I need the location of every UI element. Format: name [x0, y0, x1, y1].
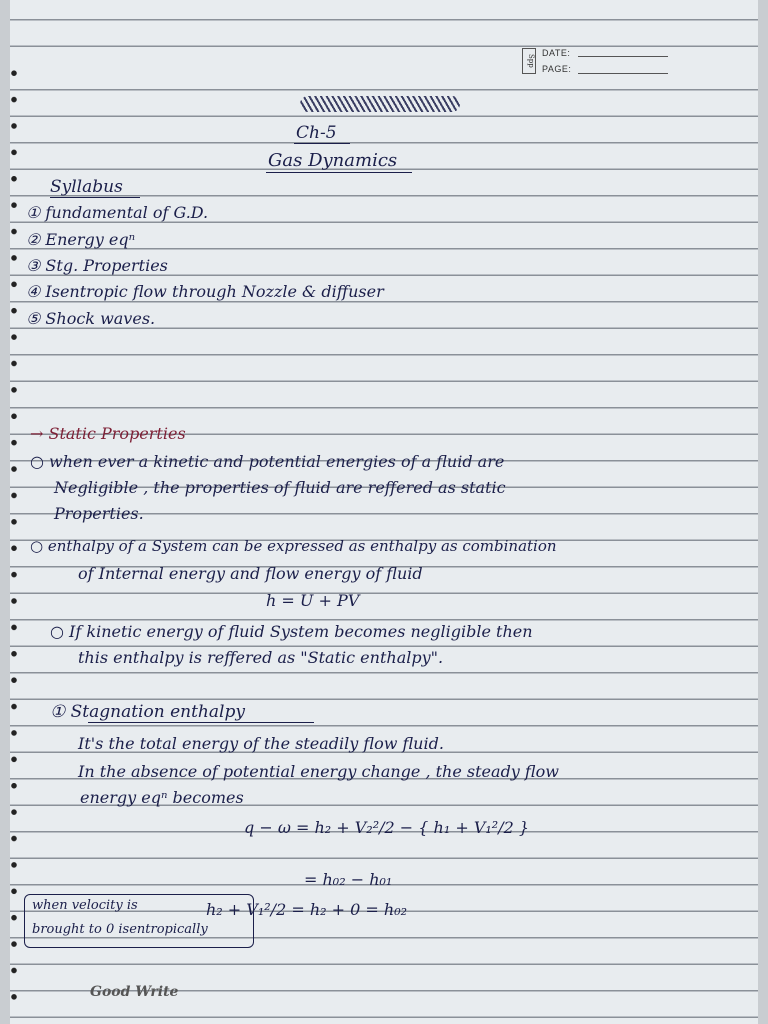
syllabus-item: ③ Stg. Properties	[26, 256, 168, 275]
page-line	[578, 73, 668, 74]
note-line: ○ enthalpy of a System can be expressed as enthalpy as combination	[30, 537, 557, 555]
syllabus-underline	[50, 197, 140, 198]
syllabus-heading: Syllabus	[50, 177, 123, 197]
chapter-title: Ch-5	[296, 123, 337, 143]
spiral-binding	[10, 60, 18, 1010]
note-line: It's the total energy of the steadily flow fluid.	[78, 734, 444, 753]
equation-stagnation: = h₀₂ − h₀₁	[304, 870, 393, 889]
page-label: PAGE:	[542, 64, 572, 74]
syllabus-item: ② Energy eqⁿ	[26, 230, 136, 249]
note-line: ○ If kinetic energy of fluid System becomes negligible then	[50, 622, 533, 641]
scribbled-out-text	[300, 96, 460, 112]
velocity-note: when velocity is	[32, 898, 138, 913]
subject-title: Gas Dynamics	[268, 150, 398, 171]
note-line: In the absence of potential energy change , the steady flow	[78, 762, 559, 781]
notebook-brand-footer: Good Write	[90, 984, 179, 1000]
chapter-underline	[294, 143, 350, 144]
date-line	[578, 56, 668, 57]
stagnation-heading: ① Stagnation enthalpy	[50, 702, 245, 722]
date-label: DATE:	[542, 48, 571, 58]
brand-logo: Spp	[522, 48, 536, 74]
stagnation-underline	[88, 722, 314, 723]
equation-energy: q − ω = h₂ + V₂²/2 − { h₁ + V₁²/2 }	[244, 818, 530, 837]
note-line: of Internal energy and flow energy of fluid	[78, 564, 423, 583]
note-line: Properties.	[54, 504, 144, 523]
syllabus-item: ④ Isentropic flow through Nozzle & diffuser	[26, 282, 384, 301]
equation-zero-velocity: h₂ + V₁²/2 = h₂ + 0 = h₀₂	[206, 900, 408, 919]
notebook-page	[10, 0, 758, 1024]
formula-enthalpy: h = U + PV	[266, 591, 360, 610]
syllabus-item: ① fundamental of G.D.	[26, 203, 209, 222]
note-line: Negligible , the properties of fluid are reffered as static	[54, 478, 506, 497]
note-line: energy eqⁿ becomes	[80, 788, 244, 807]
subject-underline	[266, 172, 412, 173]
note-line: ○ when ever a kinetic and potential energies of a fluid are	[30, 452, 505, 471]
static-properties-heading: → Static Properties	[30, 424, 186, 443]
syllabus-item: ⑤ Shock waves.	[26, 309, 156, 328]
velocity-note: brought to 0 isentropically	[32, 922, 208, 937]
note-line: this enthalpy is reffered as "Static enthalpy".	[78, 648, 444, 667]
date-page-header	[522, 44, 672, 78]
